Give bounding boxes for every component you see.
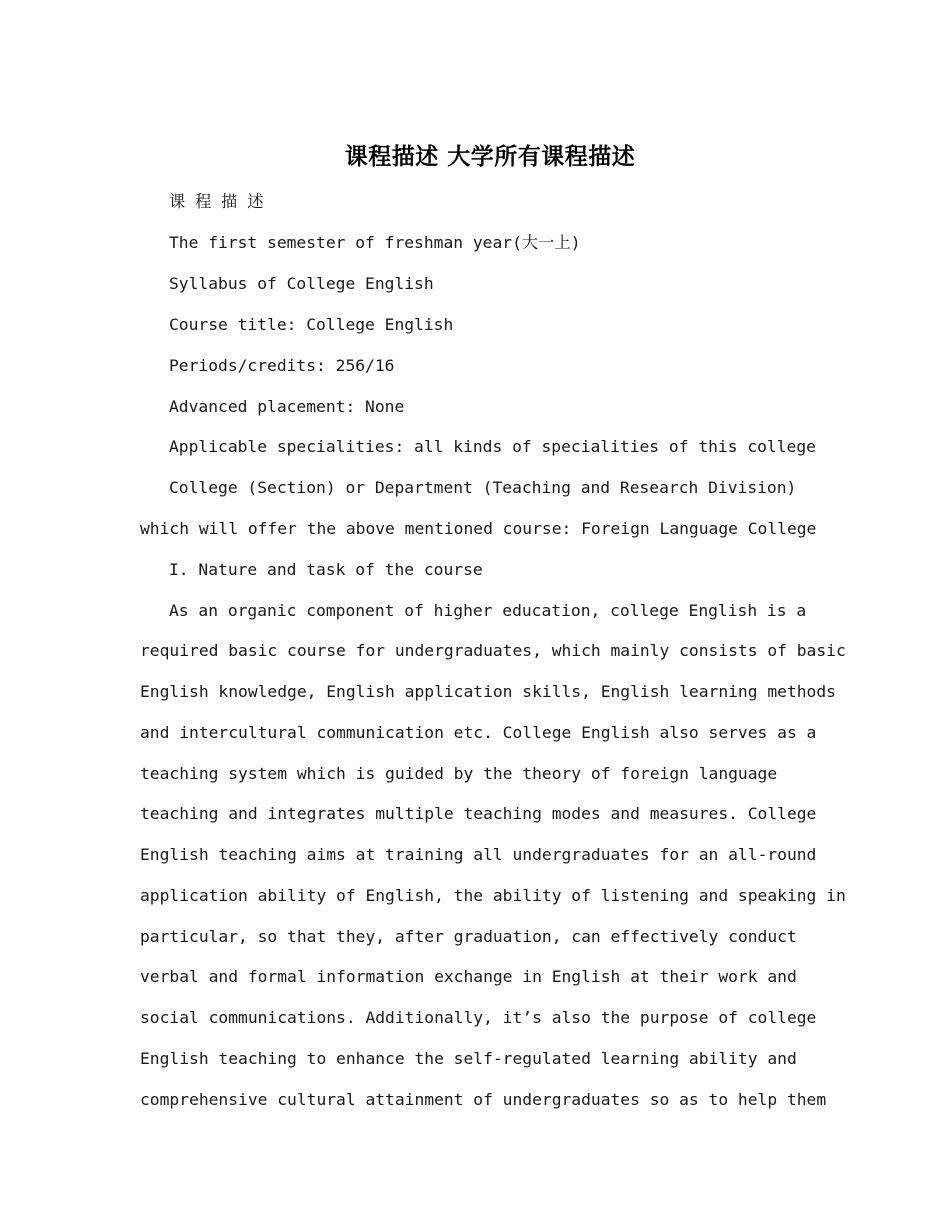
paragraph-line: teaching system which is guided by the theory of foreign language [140,764,778,783]
paragraph-line: particular, so that they, after graduation, can effectively conduct [140,927,797,946]
section-heading-nature: I. Nature and task of the course [169,560,483,579]
paragraph-line: comprehensive cultural attainment of undergraduates so as to help them [140,1090,827,1109]
paragraph-line: and intercultural communication etc. College English also serves as a [140,723,817,742]
section-heading: 课 程 描 述 [169,192,264,211]
applicable-specialities-line: Applicable specialities: all kinds of specialities of this college [169,437,816,456]
document-title: 课程描述 大学所有课程描述 [344,143,636,170]
paragraph-line: social communications. Additionally, it’s also the purpose of college [140,1008,817,1027]
paragraph-line: English knowledge, English application skills, English learning methods [140,682,836,701]
paragraph-line: As an organic component of higher education, college English is a [169,601,807,620]
advanced-placement-line: Advanced placement: None [169,397,405,416]
paragraph-line: English teaching aims at training all undergraduates for an all-round [140,845,817,864]
periods-credits-line: Periods/credits: 256/16 [169,356,395,375]
department-line-continued: which will offer the above mentioned course: Foreign Language College [140,519,817,538]
paragraph-line: teaching and integrates multiple teaching modes and measures. College [140,804,817,823]
course-title-line: Course title: College English [169,315,454,334]
paragraph-line: English teaching to enhance the self-regulated learning ability and [140,1049,797,1068]
paragraph-line: verbal and formal information exchange in English at their work and [140,967,797,986]
paragraph-line: application ability of English, the ability of listening and speaking in [140,886,846,905]
syllabus-line: Syllabus of College English [169,274,434,293]
semester-line: The first semester of freshman year(大一上) [169,233,581,252]
paragraph-line: required basic course for undergraduates, which mainly consists of basic [140,641,846,660]
department-line: College (Section) or Department (Teaching and Research Division) [169,478,797,497]
